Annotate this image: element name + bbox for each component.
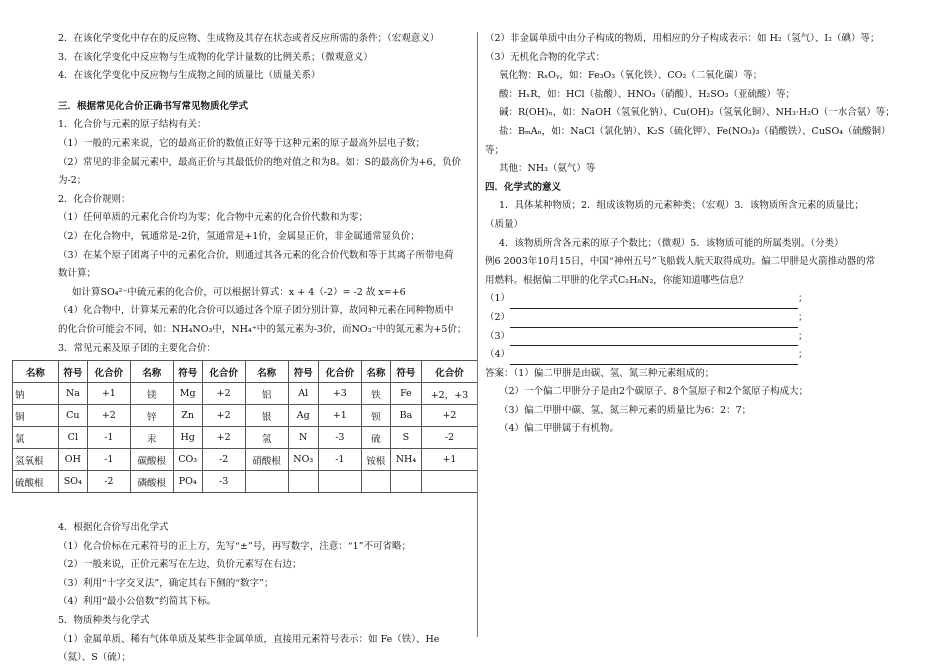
text-line: 等；	[485, 144, 505, 156]
table-header: 化合价	[318, 361, 361, 383]
blank-label: （1）	[485, 293, 511, 305]
table-cell: S	[390, 427, 421, 449]
answer-blank-line	[485, 328, 895, 347]
table-cell: +1	[318, 405, 361, 427]
blank-field[interactable]	[510, 316, 798, 328]
table-cell: Ba	[390, 405, 421, 427]
table-cell: Na	[58, 383, 87, 405]
text-line: 氧化物：RₓOᵧ，如：Fe₃O₃（氧化铁）、CO₂（二氧化碳）等；	[499, 70, 763, 82]
text-line: 1．化合价与元素的原子结构有关：	[58, 119, 207, 131]
table-row	[13, 405, 478, 427]
text-line: （1）任何单质的元素化合价均为零；化合物中元素的化合价代数和为零；	[58, 212, 369, 224]
text-line: 3．常见元素及原子团的主要化合价：	[58, 342, 217, 354]
table-cell: 磷酸根	[130, 471, 173, 493]
table-cell: PO₄	[173, 471, 202, 493]
text-line: 3．在该化学变化中反应物与生成物的化学计量数的比例关系；（微观意义）	[58, 51, 373, 63]
table-cell: Mg	[173, 383, 202, 405]
text-line: 用燃料。根据偏二甲肼的化学式C₂H₈N₂，你能知道哪些信息？	[485, 274, 749, 286]
text-line: （3）在某个原子团离子中的元素化合价，则通过其各元素的化合价代数和等于其离子所带电荷	[58, 249, 454, 261]
table-cell: 氢氧根	[13, 449, 59, 471]
table-cell: 镁	[130, 383, 173, 405]
table-cell: 钠	[13, 383, 59, 405]
text-line: （4）偏二甲肼属于有机物。	[499, 423, 620, 435]
table-cell: +2，+3	[421, 383, 477, 405]
table-cell: 铵根	[361, 449, 390, 471]
table-cell: 硫	[361, 427, 390, 449]
text-line: （2）一般来说，正价元素写在左边，负价元素写在右边；	[58, 559, 302, 571]
answer-blank-line	[485, 346, 895, 365]
table-cell: 碳酸根	[130, 449, 173, 471]
table-cell	[245, 471, 288, 493]
table-cell: 氯	[13, 427, 59, 449]
table-header: 化合价	[87, 361, 130, 383]
table-cell: +3	[318, 383, 361, 405]
left-column	[15, 30, 469, 668]
table-cell: NO₃	[288, 449, 318, 471]
blank-label: （2）	[485, 311, 511, 323]
table-header: 名称	[130, 361, 173, 383]
answer-blank-line	[485, 290, 895, 309]
text-line: （2）常见的非金属元素中，最高正价与其最低价的绝对值之和为8。如：S的最高价为+6，负价	[58, 156, 462, 168]
text-line: （3）偏二甲肼中碳、氢、氮三种元素的质量比为6：2：7；	[499, 404, 752, 416]
table-cell: Zn	[173, 405, 202, 427]
text-line: （3）无机化合物的化学式：	[485, 51, 606, 63]
table-cell: 铝	[245, 383, 288, 405]
column-divider	[477, 32, 478, 637]
table-cell: -2	[87, 471, 130, 493]
table-row	[13, 383, 478, 405]
table-cell: Al	[288, 383, 318, 405]
table-cell: CO₃	[173, 449, 202, 471]
text-line: 2．化合价规则：	[58, 193, 131, 205]
text-line: （1）化合价标在元素符号的正上方，先写“±”号，再写数字，注意：“1”不可省略；	[58, 540, 411, 552]
table-cell	[318, 471, 361, 493]
text-line: 数计算；	[58, 268, 97, 280]
blank-end: ；	[798, 330, 808, 342]
text-line: （1）金属单质、稀有气体单质及某些非金属单质，直接用元素符号表示：如 Fe（铁）、He	[58, 633, 440, 645]
text-line: （4）利用“最小公倍数”约简其下标。	[58, 596, 217, 608]
text-line: 盐：BₘAₙ，如：NaCl（氯化钠）、K₂S（硫化钾）、Fe(NO₃)₃（硝酸铁）、CuSO₄（硫酸铜）	[499, 125, 891, 137]
table-cell: +1	[87, 383, 130, 405]
table-cell	[361, 471, 390, 493]
blank-field[interactable]	[510, 334, 798, 346]
text-line: 1．具体某种物质；2．组成该物质的元素种类；（宏观）3．该物质所含元素的质量比；	[499, 200, 864, 212]
text-line: （质量）	[485, 218, 524, 230]
blank-field[interactable]	[510, 353, 798, 365]
table-cell: +2	[202, 427, 245, 449]
table-row	[13, 471, 478, 493]
table-header: 符号	[58, 361, 87, 383]
text-line: （2）在化合物中，氧通常是-2价，氢通常是+1价，金属显正价，非金属通常显负价；	[58, 230, 420, 242]
table-cell: Cl	[58, 427, 87, 449]
blank-label: （4）	[485, 349, 511, 361]
table-cell: -1	[87, 449, 130, 471]
table-cell: -3	[202, 471, 245, 493]
table-cell: -2	[421, 427, 477, 449]
table-cell: +2	[421, 405, 477, 427]
text-line: 例6 2003年10月15日，中国“神州五号”飞船载人航天取得成功。偏二甲肼是火箭推动器的常	[485, 256, 876, 268]
text-line: （1）一般的元素来说，它的最高正价的数值正好等于这种元素的原子最高外层电子数；	[58, 137, 426, 149]
table-cell: +1	[421, 449, 477, 471]
section-4-heading: 四．化学式的意义	[485, 181, 562, 193]
text-line: 为-2；	[58, 175, 87, 187]
text-line: （2）非金属单质中由分子构成的物质，用相应的分子构成表示：如 H₂（氢气）、I₂（碘）等；	[485, 33, 880, 44]
table-cell: 锌	[130, 405, 173, 427]
table-cell: +2	[87, 405, 130, 427]
table-cell: OH	[58, 449, 87, 471]
table-cell: -1	[87, 427, 130, 449]
table-header: 名称	[361, 361, 390, 383]
right-column	[485, 30, 895, 439]
table-cell: +2	[202, 405, 245, 427]
text-line: 4．该物质所含各元素的原子个数比；（微观）5．该物质可能的所属类别。（分类）	[499, 237, 844, 249]
table-row	[13, 427, 478, 449]
table-cell: +2	[202, 383, 245, 405]
table-cell	[421, 471, 477, 493]
text-line: 碱：R(OH)ₙ，如：NaOH（氢氧化钠）、Cu(OH)₂（氢氧化铜）、NH₃·H₂O（一水合氨）等；	[499, 107, 895, 119]
table-cell: Cu	[58, 405, 87, 427]
text-line: 4．根据化合价写出化学式	[58, 522, 169, 534]
table-cell	[390, 471, 421, 493]
table-header: 化合价	[202, 361, 245, 383]
table-cell: 氢	[245, 427, 288, 449]
table-cell: 铜	[13, 405, 59, 427]
text-line: 2．在该化学变化中存在的反应物、生成物及其存在状态或者反应所需的条件；（宏观意义）	[58, 33, 440, 44]
table-cell: 汞	[130, 427, 173, 449]
text-line: （3）利用“十字交叉法”，确定其右下侧的“数字”；	[58, 577, 274, 589]
table-cell: Hg	[173, 427, 202, 449]
answer-blank-line	[485, 309, 895, 328]
table-cell: Ag	[288, 405, 318, 427]
blank-end: ；	[798, 311, 808, 323]
text-line: （4）化合物中，计算某元素的化合价可以通过各个原子团分别计算，故同种元素在同种物质中	[58, 305, 454, 317]
table-cell: 钡	[361, 405, 390, 427]
blank-end: ；	[798, 349, 808, 361]
table-header: 名称	[13, 361, 59, 383]
table-cell: NH₄	[390, 449, 421, 471]
table-header: 名称	[245, 361, 288, 383]
table-cell: 硝酸根	[245, 449, 288, 471]
table-header-row	[13, 361, 478, 383]
text-line: （氦）、S（硫）；	[58, 652, 132, 664]
blank-end: ；	[798, 293, 808, 305]
text-line: 4．在该化学变化中反应物与生成物之间的质量比（质量关系）	[58, 70, 321, 82]
table-cell: 银	[245, 405, 288, 427]
text-line: 其他：NH₃（氨气）等	[499, 163, 596, 175]
valence-table	[12, 360, 478, 493]
text-line: 的化合价可能会不同，如：NH₄NO₃中，NH₄⁺中的氮元素为-3价，而NO₃⁻中的氮元素为+5价；	[58, 323, 467, 335]
table-cell: -3	[318, 427, 361, 449]
table-header: 符号	[288, 361, 318, 383]
table-cell: -2	[202, 449, 245, 471]
table-cell	[288, 471, 318, 493]
table-row	[13, 449, 478, 471]
text-line: 酸：HₓR，如：HCl（盐酸）、HNO₃（硝酸）、H₂SO₃（亚硫酸）等；	[499, 88, 795, 100]
blank-field[interactable]	[510, 297, 798, 309]
text-line: （2）一个偏二甲肼分子是由2个碳原子、8个氢原子和2个氮原子构成大；	[499, 386, 809, 398]
table-header: 化合价	[421, 361, 477, 383]
table-cell: 硫酸根	[13, 471, 59, 493]
table-header: 符号	[173, 361, 202, 383]
table-header: 符号	[390, 361, 421, 383]
table-cell: 铁	[361, 383, 390, 405]
table-cell: -1	[318, 449, 361, 471]
section-3-heading: 三．根据常见化合价正确书写常见物质化学式	[58, 100, 249, 112]
table-cell: Fe	[390, 383, 421, 405]
table-cell: SO₄	[58, 471, 87, 493]
table-cell: N	[288, 427, 318, 449]
text-line: 答案：（1）偏二甲肼是由碳、氢、氮三种元素组成的；	[485, 367, 715, 379]
text-line: 如计算SO₄²⁻中硫元素的化合价，可以根据计算式：x + 4（-2）= -2 故 x=+6	[72, 286, 406, 298]
text-line: 5．物质种类与化学式	[58, 615, 150, 627]
blank-label: （3）	[485, 330, 511, 342]
